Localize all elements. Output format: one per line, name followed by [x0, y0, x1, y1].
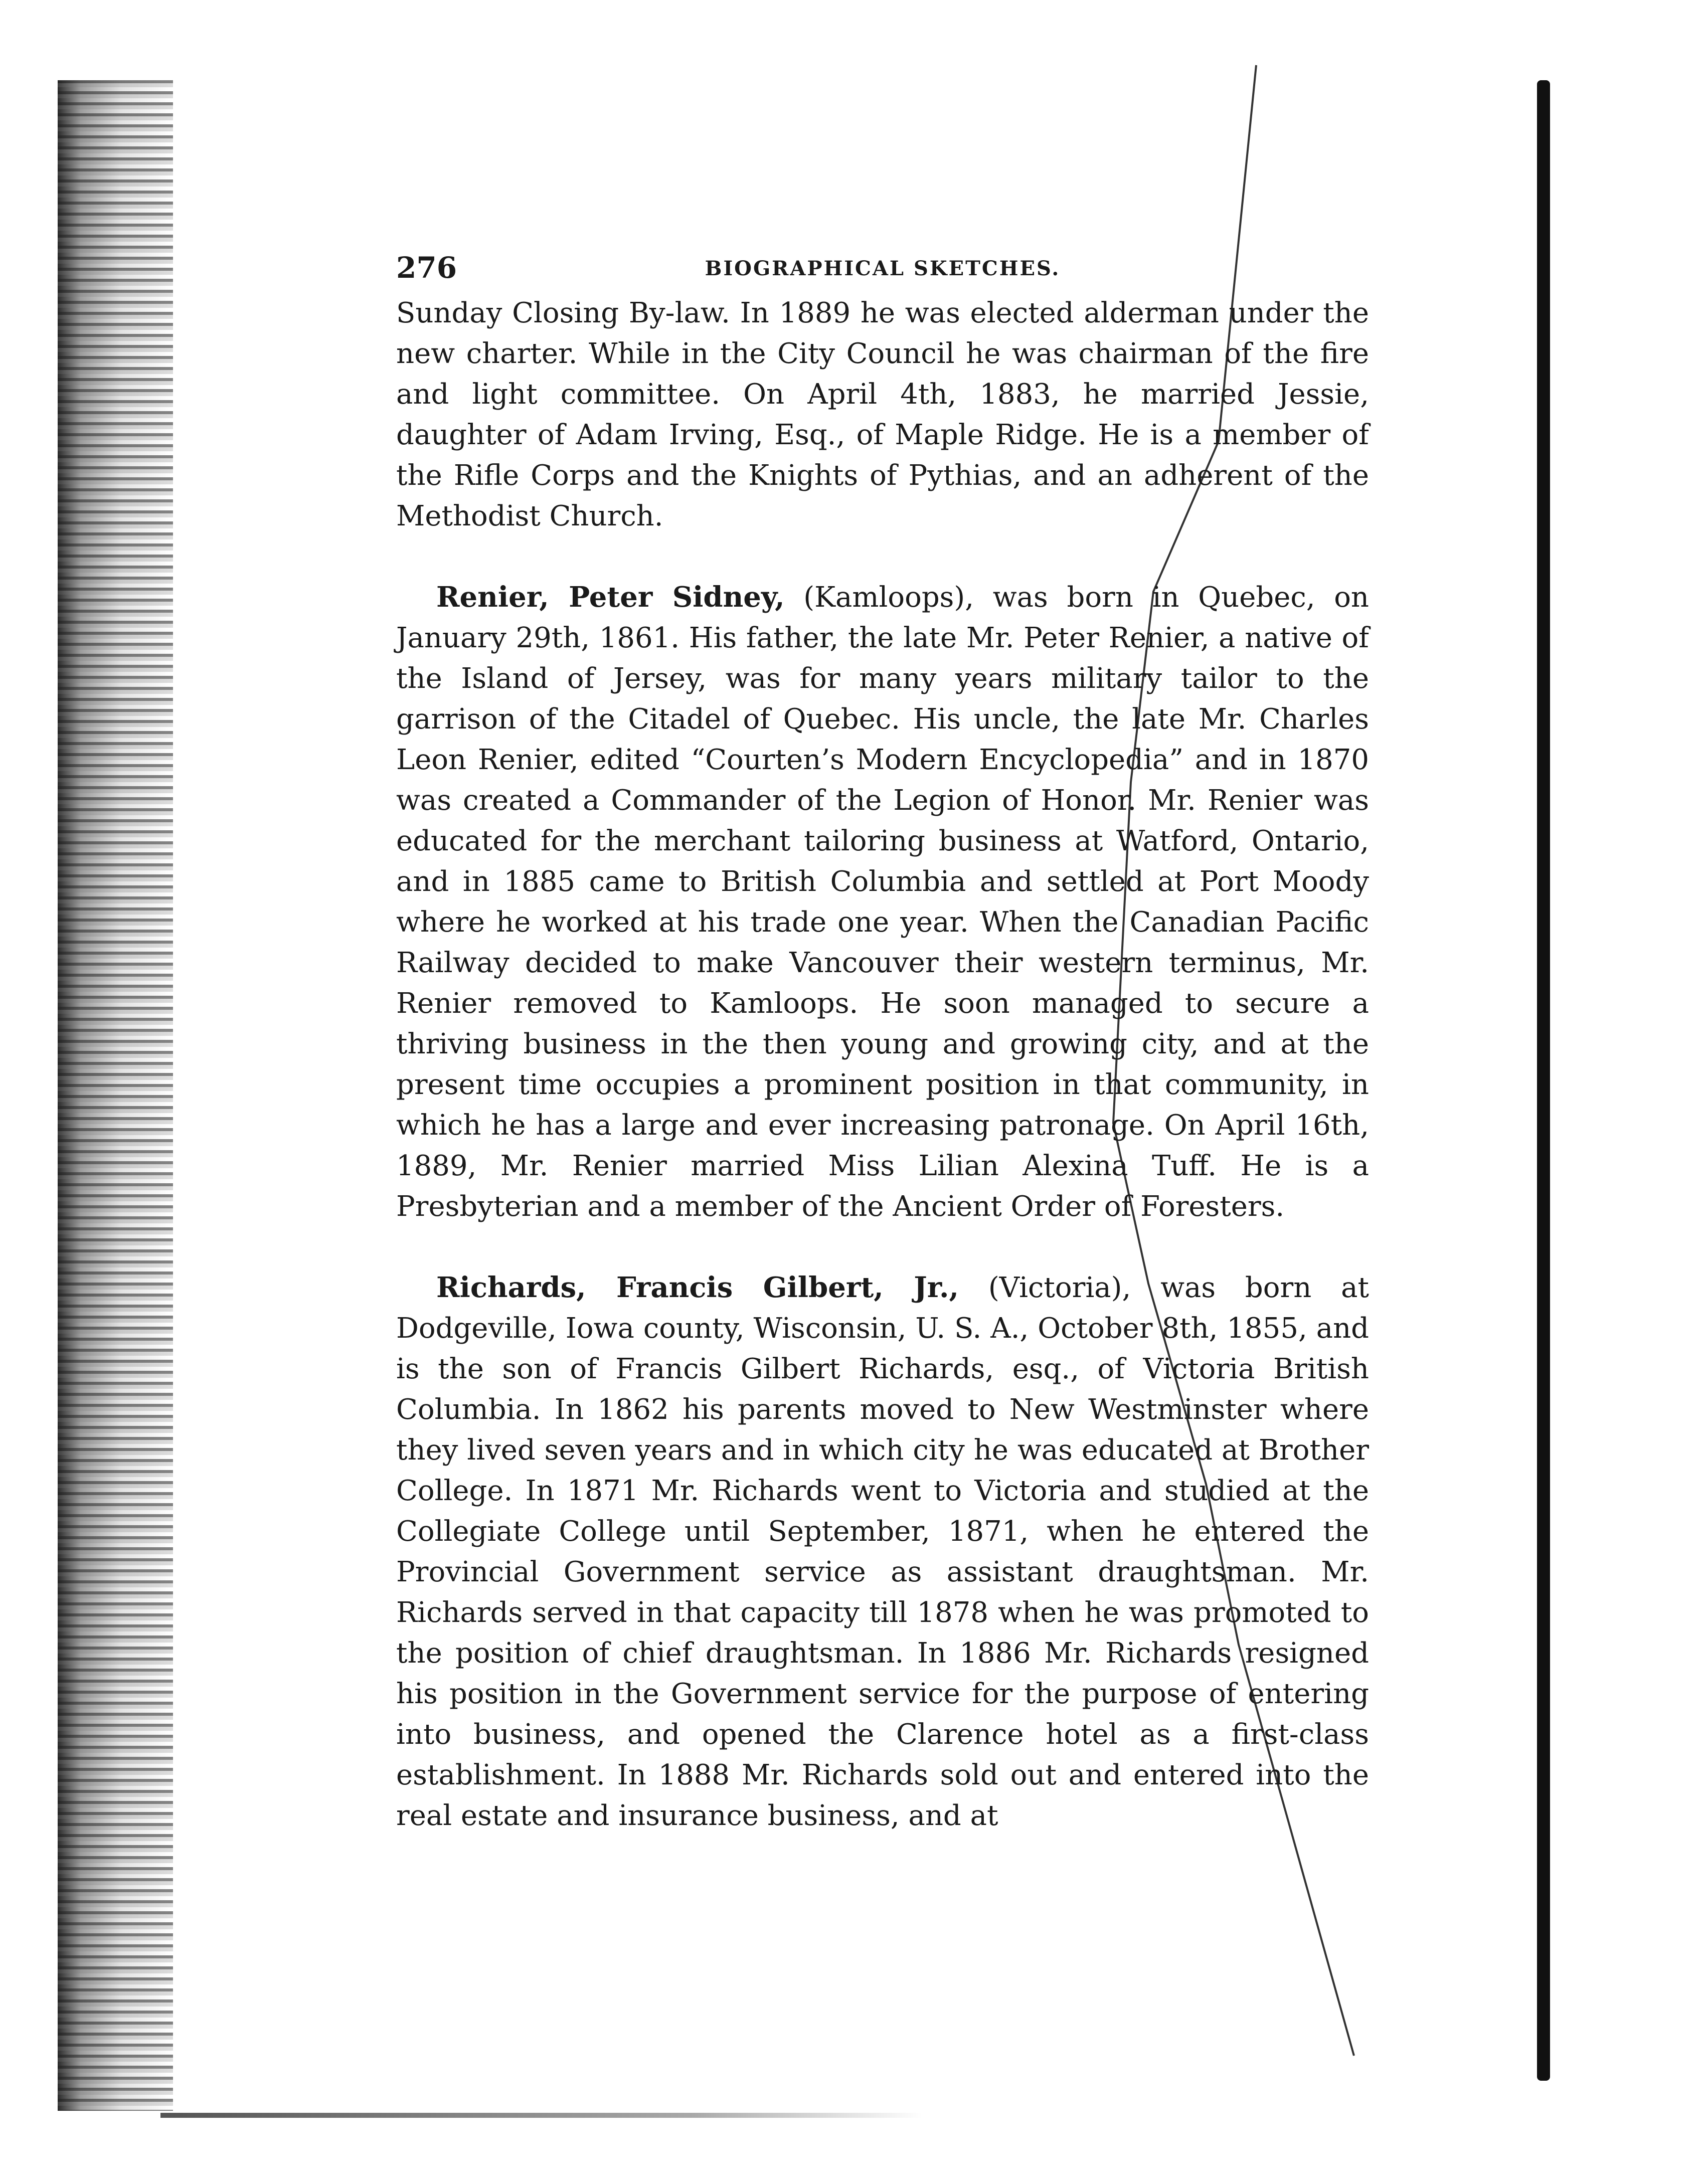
- entry-renier: [396, 577, 1369, 1227]
- running-title: BIOGRAPHICAL SKETCHES.: [705, 257, 1061, 280]
- entry-richards: [396, 1267, 1369, 1836]
- scan-binding-edge: [58, 80, 173, 2111]
- scan-bottom-rule: [160, 2113, 923, 2118]
- entry-text: (Victoria), was born at Dodgeville, Iowa county, Wisconsin, U. S. A., October 8th, 1855, and is the son of Francis Gilbert Richards, esq., of Victoria British Columbia. In 1862 his parents moved to New Westminster where they lived seven years and in which city he was educated at Brother College. In 1871 Mr. Richards went to Victoria and studied at the Collegiate College until September, 1871, when he entered the Provincial Government service as assistant draughtsman. Mr. Richards served in that capacity till 1878 when he was promoted to the position of chief draughtsman. In 1886 Mr. Richards resigned his position in the Government service for the purpose of entering into business, and opened the Clarence hotel as a first-class establishment. In 1888 Mr. Richards sold out and entered into the real estate and insurance business, and at: [396, 1271, 1369, 1832]
- entry-name: Renier, Peter Sidney,: [436, 581, 785, 614]
- entry-text: (Kamloops), was born in Quebec, on January 29th, 1861. His father, the late Mr. Peter Renier, a native of the Island of Jersey, was for many years military tailor to the garrison of the Citadel of Quebec. His uncle, the late Mr. Charles Leon Renier, edited “Courten’s Modern Encyclopedia” and in 1870 was created a Commander of the Legion of Honor. Mr. Renier was educated for the merchant tailoring business at Watford, Ontario, and in 1885 came to British Columbia and settled at Port Moody where he worked at his trade one year. When the Canadian Pacific Railway decided to make Vancouver their western terminus, Mr. Renier removed to Kamloops. He soon managed to secure a thriving business in the then young and growing city, and at the present time occupies a prominent position in that community, in which he has a large and ever increasing patronage. On April 16th, 1889, Mr. Renier married Miss Lilian Alexina Tuff. He is a Presbyterian and a member of the Ancient Order of Foresters.: [396, 581, 1369, 1223]
- page-header: [396, 246, 1369, 291]
- entry-name: Richards, Francis Gilbert, Jr.,: [436, 1271, 959, 1304]
- entry-paragraph: [396, 1267, 1369, 1836]
- scan-right-edge-bar: [1537, 80, 1550, 2081]
- continued-paragraph: Sunday Closing By-law. In 1889 he was elected alderman under the new charter. While in the City Council he was chairman of the fire and light committee. On April 4th, 1883, he married Jessie, daughter of Adam Irving, Esq., of Maple Ridge. He is a member of the Rifle Corps and the Knights of Pythias, and an adherent of the Methodist Church.: [396, 297, 1369, 532]
- book-page: [396, 246, 1369, 1836]
- page-number: 276: [396, 251, 457, 285]
- entry-paragraph: [396, 577, 1369, 1227]
